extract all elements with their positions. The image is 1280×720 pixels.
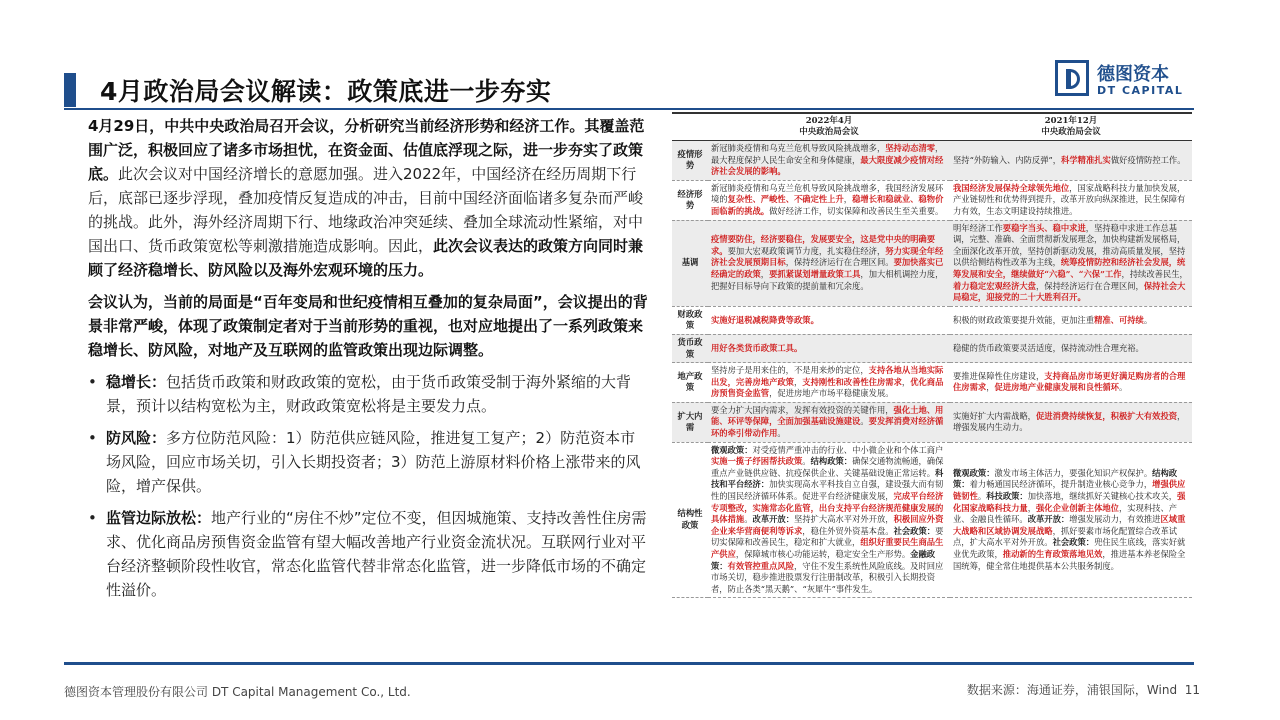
table-cell-text: ， <box>760 268 770 279</box>
table-cell-text: 支持各地从当地实际出发，完善房地产政策 <box>711 365 944 387</box>
table-cell-text: 。 <box>1143 314 1153 325</box>
table-cell-text: ，保障城市核心功能运转，稳定安全生产形势。 <box>735 549 911 559</box>
table-cell-text: 确保交通物流畅通，确保重点产业链供应链、抗疫保供企业、关键基础设施正常运转。 <box>711 456 944 478</box>
table-cell-text: ， <box>793 376 803 387</box>
table-cell-text: ， <box>1027 502 1036 513</box>
table-cell-text: ， <box>843 194 853 205</box>
page-number: 11 <box>1184 683 1200 697</box>
table-cell-2021 <box>950 141 1192 181</box>
table-cell-text: ，最大程度保护人民生命安全和身体健康， <box>711 143 944 165</box>
table-cell-text: 强化土地、用能、环评等保障，全面加强基础设施建设 <box>711 404 944 427</box>
table-cell-text: ，国家战略科技力量加快发展，产业链韧性和优势得到提升，改革开放向纵深推进，民生保障有力有效，生态文明建设持续推进。 <box>953 182 1186 216</box>
table-cell-text: 完成平台经济专项整改，实施常态化监管，出台支持平台经济规范健康发展的具体措施 <box>711 491 944 525</box>
table-cell-text: 科技政策： <box>986 491 1028 502</box>
table-cell-2021 <box>950 402 1192 442</box>
table-cell-text: 着力稳定宏观经济大盘 <box>953 280 1036 291</box>
table-cell-text: ，保持经济运行在合理区间， <box>1035 280 1144 291</box>
table-cell-text: 统筹疫情防控和经济社会发展，统筹发展和安全，继续做好“六稳”、“六保”工作 <box>953 257 1186 279</box>
table-cell-text: 社会政策： <box>893 525 936 536</box>
table-row <box>672 402 1192 442</box>
table-cell-2021 <box>950 180 1192 220</box>
table-cell-text: 精准、可持续 <box>1094 314 1144 325</box>
table-cell-text: 加快落地，继续抓好关键核心技术攻关， <box>1027 491 1178 502</box>
table-cell-text: 。 <box>1118 382 1128 393</box>
table-cell-text: 积极回应外资企业来华营商便利等诉求 <box>711 514 944 536</box>
table-cell-text: 坚持动态清零 <box>885 143 936 153</box>
table-cell-text: 要推进保障性住房建设， <box>953 370 1045 381</box>
company-logo <box>1055 60 1195 98</box>
dt-logo-icon <box>1055 60 1089 96</box>
table-row-category: 结构性政策 <box>672 442 708 598</box>
table-cell-text: 。 <box>977 491 987 502</box>
table-cell-text: ，保持经济运行在合理区间。 <box>785 257 894 268</box>
table-cell-text: 促进房地产业健康发展和良性循环 <box>994 382 1119 393</box>
table-cell-text: 最大限度减少疫情对经济社会发展的影响。 <box>711 154 944 177</box>
table-cell-text: ，促进房地产市场平稳健康发展。 <box>769 388 894 399</box>
table-row <box>672 363 1192 403</box>
table-cell-text: 坚持“外防输入、内防反弹”， <box>953 154 1062 165</box>
table-cell-2022 <box>708 402 950 442</box>
table-cell-text: 兜住民生底线，落实好就业优先政策， <box>953 537 1186 559</box>
table-row <box>672 141 1192 181</box>
table-row <box>672 180 1192 220</box>
table-cell-text: ，增强发展内生动力。 <box>953 410 1186 433</box>
table-cell-text: 保持社会大局稳定，迎接党的二十大胜利召开。 <box>953 280 1186 303</box>
table-cell-text: 要抓紧谋划增量政策工具 <box>769 268 861 279</box>
table-cell-text: 坚持扩大高水平对外开放， <box>794 514 894 525</box>
table-cell-text: 有效管控重点风险 <box>727 560 794 571</box>
table-row <box>672 220 1192 306</box>
table-cell-2022 <box>708 442 950 598</box>
table-row-category: 地产政策 <box>672 363 708 403</box>
table-row-category: 货币政策 <box>672 334 708 362</box>
table-cell-text: ，推进基本养老保险全国统筹，健全常住地提供基本公共服务制度。 <box>953 549 1186 571</box>
meeting-view-paragraph: 会议认为，当前的局面是“百年变局和世纪疫情相互叠加的复杂局面”，会议提出的背景非常严峻，体现了政策制定者对于当前形势的重视，也对应地提出了一系列政策来稳增长、防风险，对地产及互联网的监管政策出现边际调整。 <box>88 293 648 359</box>
table-cell-2021 <box>950 220 1192 306</box>
table-cell-text: 复杂性、严峻性、不确定性上升 <box>727 194 844 205</box>
table-cell-text: 实施好退税减税降费等政策。 <box>711 314 819 325</box>
table-cell-text: ，加大相机调控力度，把握好目标导向下政策的提前量和冗余度。 <box>711 268 944 291</box>
bullet-text: 多方位防范风险：1）防范供应链风险，推进复工复产；2）防范资本市场风险，回应市场关切，引入长期投资者；3）防范上游原材料价格上涨带来的风险，增产保供。 <box>106 429 641 495</box>
table-cell-text: 增强供应链韧性 <box>953 479 1186 502</box>
footer-divider <box>64 662 1194 665</box>
table-cell-text: 结构政策： <box>953 467 1178 490</box>
table-cell-2022 <box>708 363 950 403</box>
table-cell-text: 结构政策： <box>810 456 853 467</box>
table-cell-text: ，坚持稳中求进工作总基调，完整、准确、全面贯彻新发展理念，加快构建新发展格局，全面深化改革开放，坚持创新驱动发展，推动高质量发展，坚持以供给侧结构性改革为主线， <box>953 222 1186 268</box>
intro-conclusion: 此次会议表达的政策方向同时兼顾了经济稳增长、防风险以及海外宏观环境的压力。 <box>88 237 644 279</box>
table-header-row <box>672 113 1192 141</box>
table-row-category: 经济形势 <box>672 180 708 220</box>
policy-comparison-table <box>672 112 1192 598</box>
table-cell-text: ，抓好要素市场化配置综合改革试点，扩大高水平对外开放。 <box>953 525 1178 548</box>
table-cell-text: 做好疫情防控工作。 <box>1110 154 1186 165</box>
intro-paragraph <box>88 114 648 282</box>
table-cell-text: ，守住不发生系统性风险底线。及时回应市场关切，稳步推进股票发行注册制改革，积极引入长期投资者，防止各类“黑天鹅”、“灰犀牛”事件发生。 <box>711 560 944 594</box>
table-cell-text: ， <box>986 382 995 393</box>
table-cell-text: 要全力扩大国内需求，发挥有效投资的关键作用， <box>711 404 894 415</box>
table-cell-2022 <box>708 220 950 306</box>
footer-source <box>967 681 1200 698</box>
table-cell-text: ，持续改善民生， <box>1121 268 1188 279</box>
table-cell-text: 科技和平台经济： <box>711 467 944 490</box>
table-cell-text: 优化商品房预售资金监管 <box>711 376 944 399</box>
table-cell-text: 加快实现高水平科技自立自强，建设强大而有韧性的国民经济循环体系。促进平台经济健康发展， <box>711 479 944 502</box>
table-cell-text: 要加大宏观政策调节力度，扎实稳住经济， <box>727 245 886 256</box>
table-cell-2022 <box>708 141 950 181</box>
title-divider <box>64 108 1194 110</box>
table-cell-text: 科学精准扎实 <box>1061 154 1111 165</box>
table-row-category: 扩大内需 <box>672 402 708 442</box>
table-cell-text: 用好各类货币政策工具。 <box>711 342 803 353</box>
table-cell-text: 强化企业创新主体地位 <box>1036 502 1119 513</box>
table-cell-text: 积极的财政政策要提升效能，更加注重 <box>953 314 1095 325</box>
table-cell-text: 新冠肺炎疫情和乌克兰危机导致风险挑战增多，我国经济发展环境的 <box>711 182 944 205</box>
table-cell-text: 实施好扩大内需战略， <box>953 410 1036 421</box>
table-cell-text: 。 <box>777 428 786 439</box>
table-row <box>672 306 1192 334</box>
table-cell-text: 组织好重要民生商品生产供应 <box>711 537 944 559</box>
table-cell-2021 <box>950 442 1192 598</box>
table-cell-text: 稳增长和稳就业、稳物价面临新的挑战。 <box>711 194 944 216</box>
table-cell-text: 微观政策： <box>953 467 995 478</box>
table-row-category: 财政政策 <box>672 306 708 334</box>
table-cell-text: 要加快落实已经确定的政策 <box>711 257 944 279</box>
table-cell-text: 坚持房子是用来住的，不是用来炒的定位， <box>711 365 869 376</box>
logo-english-name: DT CAPITAL <box>1097 84 1184 97</box>
table-cell-text: 强化国家战略科技力量 <box>953 491 1186 513</box>
table-cell-text: 激发市场主体活力，要强化知识产权保护。 <box>994 467 1153 478</box>
table-cell-text: ，稳住外贸外资基本盘。 <box>802 525 894 536</box>
table-cell-text: 我国经济发展保持全球领先地位 <box>953 182 1070 193</box>
intro-body: 此次会议对中国经济增长的意愿加强。进入2022年，中国经济在经历周期下行后，底部已逐步浮现，叠加疫情反复造成的冲击，目前中国经济面临诸多复杂而严峻的挑战。此外，海外经济周期下行、地缘政治冲突延续、叠加全球流动性紧缩，对中国出口、货币政策宽松等刺激措施造成影响。因此， <box>88 165 644 255</box>
table-cell-text: 要稳字当头、稳中求进 <box>1002 222 1086 233</box>
table-cell-text: 努力实现全年经济社会发展预期目标 <box>711 245 944 268</box>
table-header-2022: 2022年4月 中央政治局会议 <box>708 113 950 141</box>
table-cell-text: 促进消费持续恢复，积极扩大有效投资 <box>1035 410 1178 421</box>
table-cell-text: 疫情要防住，经济要稳住，发展要安全，这是党中央的明确要求。 <box>711 234 936 256</box>
bullet-text: 包括货币政策和财政政策的宽松，由于货币政策受制于海外紧缩的大背景，预计以结构宽松为主，财政政策宽松将是主要发力点。 <box>106 373 632 415</box>
table-cell-text: 金融政策： <box>711 549 936 571</box>
table-cell-text: 。 <box>860 416 869 427</box>
source-text: 数据来源：海通证券，浦银国际，Wind <box>966 683 1178 697</box>
table-cell-text: 支持商品房市场更好满足购房者的合理住房需求 <box>953 370 1186 393</box>
table-cell-text: 增强发展动力，有效推进 <box>1069 514 1161 525</box>
table-cell-text: 区域重大战略和区域协调发展战略 <box>953 514 1186 536</box>
table-cell-text: 。 <box>744 514 753 525</box>
table-cell-2022 <box>708 180 950 220</box>
logo-chinese-name: 德图资本 <box>1097 64 1169 85</box>
title-accent-bar <box>64 73 76 107</box>
table-cell-text: 着力畅通国民经济循环，提升制造业核心竞争力， <box>969 479 1153 490</box>
table-cell-text: 推动新的生育政策落地见效 <box>1002 549 1103 559</box>
table-cell-text: 社会政策： <box>1052 537 1095 548</box>
table-cell-text: 支持刚性和改善性住房需求 <box>802 376 902 387</box>
table-cell-2022 <box>708 306 950 334</box>
table-cell-2021 <box>950 306 1192 334</box>
bullet-head: 稳增长： <box>106 373 167 391</box>
table-header-category <box>672 113 708 141</box>
table-cell-text: ，实现科技、产业、金融良性循环。 <box>953 502 1178 525</box>
table-cell-text: 新冠肺炎疫情和乌克兰危机导致风险挑战增多， <box>711 143 886 153</box>
analysis-text <box>88 114 648 610</box>
table-cell-text: 。 <box>802 456 811 467</box>
table-cell-2022 <box>708 334 950 362</box>
table-cell-text: 做好经济工作，切实保障和改善民生至关重要。 <box>769 205 944 216</box>
table-header-2021: 2021年12月 中央政治局会议 <box>950 113 1192 141</box>
table-cell-2021 <box>950 363 1192 403</box>
table-cell-text: 对受疫情严重冲击的行业、中小微企业和个体工商户 <box>752 444 944 455</box>
footer-company: 德图资本管理股份有限公司 DT Capital Management Co., Ltd. <box>64 685 411 699</box>
page-title: 4月政治局会议解读：政策底进一步夯实 <box>100 77 552 106</box>
table-cell-text: 改革开放： <box>752 514 795 525</box>
table-cell-text: 明年经济工作 <box>953 222 1003 233</box>
bullet-head: 监管边际放松： <box>106 509 212 527</box>
table-cell-text: 实施一揽子纾困帮扶政策 <box>711 456 803 467</box>
table-row <box>672 442 1192 598</box>
table-row-category: 疫情形势 <box>672 141 708 181</box>
table-cell-2021 <box>950 334 1192 362</box>
table-cell-text: 要切实保障和改善民生，稳定和扩大就业， <box>711 525 944 548</box>
bullet-risk <box>88 426 648 498</box>
table-row <box>672 334 1192 362</box>
bullet-head: 防风险： <box>106 429 167 447</box>
table-cell-text: 微观政策： <box>711 444 753 455</box>
table-cell-text: ， <box>901 376 911 387</box>
table-row-category: 基调 <box>672 220 708 306</box>
bullet-growth <box>88 370 648 418</box>
intro-lead: 4月29日，中共中央政治局召开会议，分析研究当前经济形势和经济工作。其覆盖范围广泛，积极回应了诸多市场担忧，在资金面、估值底浮现之际，进一步夯实了政策底。 <box>88 117 645 183</box>
table-cell-text: 改革开放： <box>1027 514 1070 525</box>
bullet-regulation <box>88 506 648 602</box>
bullet-text: 地产行业的“房住不炒”定位不变，但因城施策、支持改善性住房需求、优化商品房预售资金监管有望大幅改善地产行业资金流状况。互联网行业对平台经济整顿阶段性收官，常态化监管代替非常态化监管，进一步降低市场的不确定性溢价。 <box>106 509 647 599</box>
table-cell-text: 要发挥消费对经济循环的牵引带动作用 <box>711 416 944 439</box>
table-cell-text: 稳健的货币政策要灵活适度，保持流动性合理充裕。 <box>953 342 1144 353</box>
